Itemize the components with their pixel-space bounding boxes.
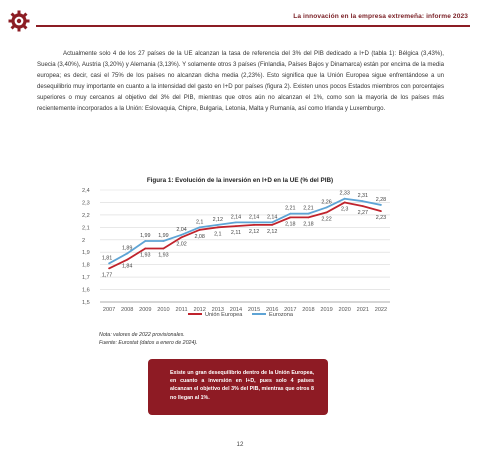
figure-note: Nota: valores de 2022 provisionales. [99, 332, 185, 338]
data-label: 2,14 [230, 214, 242, 221]
data-label: 1,81 [101, 255, 113, 262]
data-point [126, 253, 128, 255]
report-header-title: La innovación en la empresa extremeña: informe 2023 [293, 13, 468, 20]
data-label: 1,93 [158, 252, 169, 259]
x-tick-label: 2022 [374, 307, 388, 313]
data-label: 1,77 [101, 272, 113, 279]
data-label: 2,14 [266, 214, 278, 221]
x-tick-label: 2017 [284, 307, 297, 313]
data-point [253, 221, 255, 223]
data-point [289, 213, 291, 215]
data-point [271, 224, 273, 226]
data-label: 1,89 [121, 245, 133, 252]
x-tick-label: 2008 [120, 307, 134, 313]
data-label: 2,21 [303, 205, 314, 212]
data-point [380, 210, 382, 212]
data-label: 2,08 [194, 233, 205, 240]
data-point [326, 207, 328, 209]
data-label: 2,22 [321, 216, 332, 223]
data-label: 1,99 [158, 233, 169, 240]
data-label: 1,84 [121, 263, 133, 270]
y-tick-label: 1,6 [82, 287, 90, 294]
data-point [144, 240, 146, 242]
y-tick-label: 1,5 [82, 300, 90, 306]
data-label: 2,21 [285, 205, 296, 212]
highlight-callout-box [148, 359, 328, 415]
y-tick-label: 2 [82, 237, 86, 244]
data-label: 2,12 [248, 228, 260, 235]
data-point [181, 234, 183, 236]
data-point [199, 229, 201, 231]
figure-source: Fuente: Eurostat (datos a enero de 2024). [99, 340, 198, 346]
data-point [362, 200, 364, 202]
data-label: 2,33 [339, 190, 350, 197]
data-point [163, 248, 165, 250]
figure-title: Figura 1: Evolución de la inversión en I+D en la UE (% del PIB) [146, 177, 334, 184]
data-point [217, 226, 219, 228]
x-tick-label: 2013 [211, 307, 225, 313]
data-label: 2,02 [176, 241, 187, 248]
x-tick-label: 2009 [139, 307, 152, 313]
x-tick-label: 2021 [356, 307, 370, 313]
data-point [108, 263, 110, 265]
data-label: 2,04 [176, 226, 187, 233]
data-label: 1,93 [140, 252, 151, 259]
y-tick-label: 2,2 [82, 212, 90, 219]
y-tick-label: 2,4 [82, 188, 90, 194]
data-point [199, 226, 201, 228]
y-tick-label: 2,1 [82, 225, 90, 232]
data-point [235, 221, 237, 223]
y-tick-label: 1,9 [82, 250, 90, 257]
data-label: 2,18 [285, 221, 296, 228]
data-point [344, 198, 346, 200]
header-divider [36, 25, 470, 27]
data-label: 2,18 [303, 221, 314, 228]
x-tick-label: 2010 [157, 307, 170, 313]
data-point [108, 268, 110, 270]
x-tick-label: 2007 [102, 307, 116, 313]
data-point [344, 202, 346, 204]
figure-notes [99, 331, 198, 347]
data-label: 2,1 [195, 219, 204, 226]
legend-label: Eurozona [269, 312, 293, 318]
chart-y-axis [82, 188, 90, 306]
x-tick-label: 2020 [338, 307, 351, 313]
page-number: 12 [236, 441, 244, 448]
y-tick-label: 1,7 [82, 275, 90, 282]
data-label: 1,99 [140, 233, 151, 240]
data-label: 2,28 [375, 196, 387, 203]
legend-label: Unión Europea [205, 312, 243, 318]
x-tick-label: 2014 [229, 307, 243, 313]
callout-text: Existe un gran desequilibrio dentro de la Unión Europea, en cuanto a inversión en I+D, pues solo 4 países alcanzan el objetivo del 3% del PIB, mientras que otros 8 no llegan al 1%. [170, 370, 314, 401]
x-tick-label: 2016 [265, 307, 279, 313]
data-point [271, 221, 273, 223]
data-label: 2,14 [248, 214, 260, 221]
data-point [163, 240, 165, 242]
gear-logo-icon [8, 10, 30, 32]
data-point [362, 205, 364, 207]
data-point [308, 213, 310, 215]
x-tick-label: 2019 [320, 307, 333, 313]
y-tick-label: 1,8 [82, 262, 90, 269]
data-label: 2,27 [357, 210, 369, 217]
data-point [235, 225, 237, 227]
x-tick-label: 2012 [193, 307, 206, 313]
rd-investment-line-chart [68, 186, 408, 322]
x-tick-label: 2011 [175, 307, 188, 313]
data-point [380, 204, 382, 206]
body-paragraph: Actualmente solo 4 de los 27 países de la UE alcanzan la tasa de referencia del 3% del PIB dedicado a I+D (tabla 1): Bélgica (3,43%), Suecia (3,40%), Austria (3,20%) y Alemania (3,13%). Y solamente otros 3 países (Finlandia, Países Bajos y Dinamarca) están por encima de la media europea; es decir, casi el 75% de los países no alcanzan dicha media (2,23%). Esto significa que la Unión Europea sigue enfrentándose a un desequilibrio muy importante en cuanto a la intensidad del gasto en I+D por países (figura 2). Existen unos pocos Estados miembros con porcentajes superiores o muy cercanos al objetivo del 3% del PIB, mientras que otros aún no alcanzan el 1%, como son la mayoría de los países más recientemente incorporados a la Unión: Eslovaquia, Chipre, Bulgaria, Letonia, Malta y Rumanía, así como Irlanda y Luxemburgo. [37, 50, 444, 113]
data-point [289, 216, 291, 218]
data-point [253, 224, 255, 226]
x-tick-label: 2015 [247, 307, 261, 313]
data-label: 2,1 [214, 231, 222, 238]
data-label: 2,12 [266, 228, 278, 235]
data-point [181, 236, 183, 238]
data-label: 2,26 [321, 199, 332, 206]
data-point [326, 212, 328, 214]
data-point [217, 224, 219, 226]
chart-x-axis [100, 302, 390, 313]
x-tick-label: 2018 [302, 307, 315, 313]
data-point [308, 216, 310, 218]
y-tick-label: 2,3 [82, 200, 90, 207]
data-point [144, 248, 146, 250]
data-label: 2,23 [375, 215, 387, 222]
data-label: 2,11 [230, 230, 241, 237]
data-label: 2,12 [212, 216, 224, 223]
data-point [126, 259, 128, 261]
data-label: 2,31 [357, 193, 369, 200]
data-label: 2,3 [340, 206, 349, 213]
